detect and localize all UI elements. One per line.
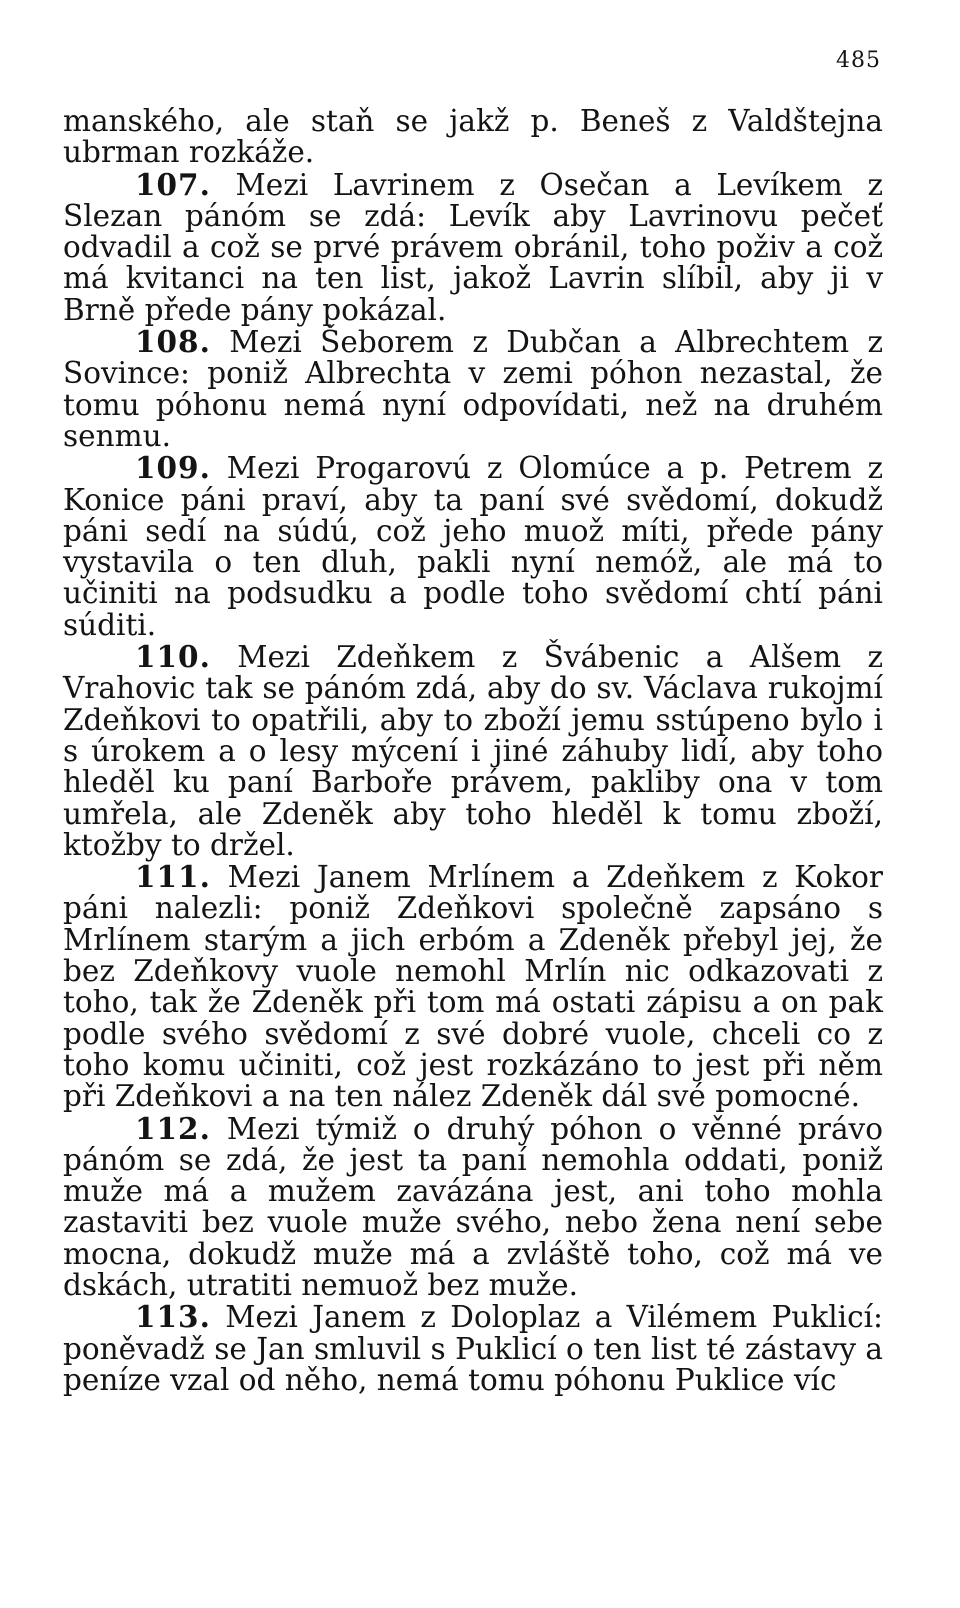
paragraph-107 xyxy=(63,166,883,327)
paragraph-number: 109. xyxy=(135,450,211,486)
paragraph-111 xyxy=(63,861,883,1112)
paragraph-text: Mezi Janem z Doloplaz a Vilémem Puklicí: poněvadž se Jan smluvil s Puklicí o ten list té zástavy a peníze vzal od něho, nemá tomu póhonu Puklice víc xyxy=(63,1300,883,1397)
paragraph-110 xyxy=(63,641,883,861)
paragraph-108 xyxy=(63,326,883,452)
paragraph-text: Mezi Progarovú z Olomúce a p. Petrem z Konice páni praví, aby ta paní své svědomí, dokudž páni sedí na súdú, což jeho muož míti, přede pány vystavila o ten dluh, pakli nyní nemóž, ale má to učiniti na podsudku a podle toho svědomí chtí páni súditi. xyxy=(63,451,883,642)
paragraph-109 xyxy=(63,452,883,641)
paragraph-number: 110. xyxy=(135,639,211,675)
paragraph-number: 108. xyxy=(135,324,211,360)
paragraph-text: Mezi Zdeňkem z Švábenic a Alšem z Vrahovic tak se pánóm zdá, aby do sv. Václava rukojmí Zdeňkovi to opatřili, aby to zboží jemu sstúpeno bylo i s úrokem a o lesy mýcení i jiné záhuby lidí, aby toho hleděl ku paní Barboře právem, pakliby ona v tom umřela, ale Zdeněk aby toho hleděl k tomu zboží, ktožby to držel. xyxy=(63,640,883,862)
paragraph-number: 111. xyxy=(135,859,211,895)
paragraph-number: 113. xyxy=(135,1299,211,1335)
paragraph-number: 107. xyxy=(135,166,211,202)
paragraph-text: Mezi týmiž o druhý póhon o věnné právo pánóm se zdá, že jest ta paní nemohla oddati, poniž muže má a mužem zavázána jest, ani toho mohla zastaviti bez vuole muže svého, nebo žena není sebe mocna, dokudž muže má a zvláště toho, což má ve dskách, utratiti nemuož bez muže. xyxy=(63,1111,883,1302)
page-number: 485 xyxy=(836,48,881,73)
body-text xyxy=(63,106,883,1396)
paragraph-text: manského, ale staň se jakž p. Beneš z Valdštejna ubrman rozkáže. xyxy=(63,104,883,170)
paragraph-112 xyxy=(63,1110,883,1302)
paragraph-text: Mezi Janem Mrlínem a Zdeňkem z Kokor páni nalezli: poniž Zdeňkovi společně zapsáno s Mrlínem starým a jich erbóm a Zdeněk přebyl jej, že bez Zdeňkovy vuole nemohl Mrlín nic odkazovati z toho, tak že Zdeněk při tom má ostati zápisu a on pak podle svého svědomí z své dobré vuole, chceli co z toho komu učiniti, což jest rozkázáno to jest při něm při Zdeňkovi a na ten nález Zdeněk dál své pomocné. xyxy=(63,860,883,1114)
paragraph-text: Mezi Šeborem z Dubčan a Albrechtem z Sovince: poniž Albrechta v zemi póhon nezastal, že tomu póhonu nemá nyní odpovídati, než na druhém senmu. xyxy=(63,325,883,453)
paragraph-number: 112. xyxy=(135,1110,211,1146)
paragraph-text: Mezi Lavrinem z Osečan a Levíkem z Slezan pánóm se zdá: Levík aby Lavrinovu pečeť odvadil a což se prvé právem obránil, toho poživ a což má kvitanci na ten list, jakož Lavrin slíbil, aby ji v Brně přede pány pokázal. xyxy=(63,167,883,327)
paragraph-113 xyxy=(63,1301,883,1396)
paragraph-continuation xyxy=(63,106,883,169)
